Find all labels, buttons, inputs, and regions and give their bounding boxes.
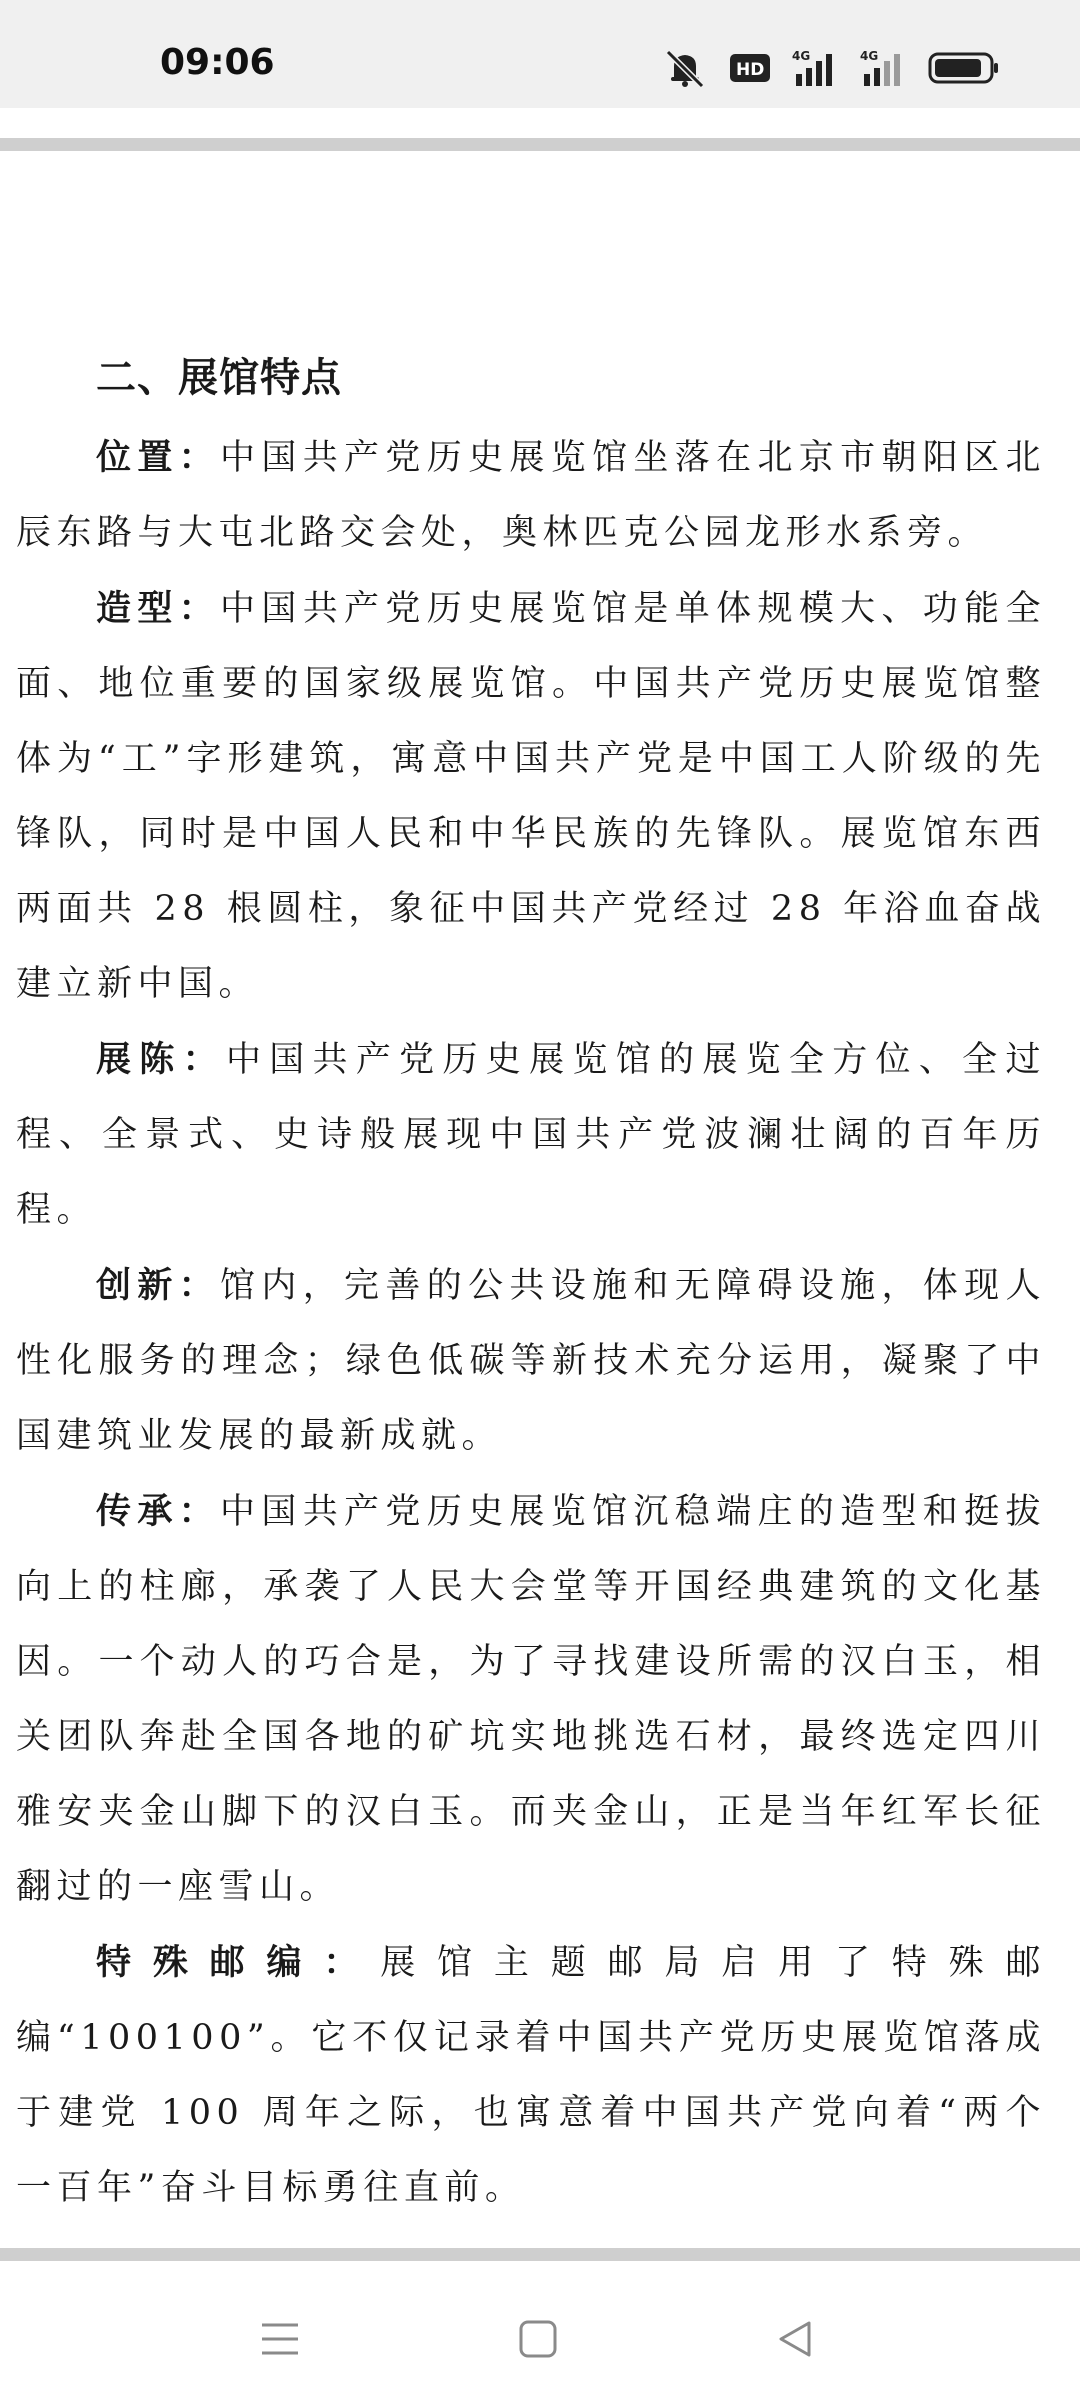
paragraph-term: 特殊邮编：	[96, 1942, 381, 1983]
document-page[interactable]	[0, 151, 1080, 2248]
document-body	[16, 420, 1046, 2226]
paragraph-term: 传承：	[96, 1491, 221, 1532]
battery-icon	[928, 51, 1000, 85]
document-bottom-border	[0, 2248, 1080, 2261]
menu-icon	[260, 2321, 300, 2361]
paragraph-text: 馆内，完善的公共设施和无障碍设施，体现人性化服务的理念；绿色低碳等新技术充分运用，凝聚了中国建筑业发展的最新成就。	[16, 1266, 1046, 1456]
status-icons	[662, 46, 1000, 90]
signal-4g-icon	[792, 48, 838, 88]
navigation-bar	[0, 2261, 1080, 2400]
paragraph-text: 展馆主题邮局启用了特殊邮编“100100”。它不仅记录着中国共产党历史展览馆落成于建党 100 周年之际，也寓意着中国共产党向着“两个一百年”奋斗目标勇往直前。	[16, 1943, 1046, 2208]
home-icon	[518, 2319, 558, 2363]
paragraph-text: 中国共产党历史展览馆是单体规模大、功能全面、地位重要的国家级展览馆。中国共产党历史展览馆整体为“工”字形建筑，寓意中国共产党是中国工人阶级的先锋队，同时是中国人民和中华民族的先锋队。展览馆东西两面共 28 根圆柱，象征中国共产党经过 28 年浴血奋战建立新中国。	[16, 589, 1046, 1004]
menu-button[interactable]	[250, 2311, 310, 2371]
paragraph-text: 中国共产党历史展览馆沉稳端庄的造型和挺拔向上的柱廊，承袭了人民大会堂等开国经典建筑的文化基因。一个动人的巧合是，为了寻找建设所需的汉白玉，相关团队奔赴全国各地的矿坑实地挑选石材，最终选定四川雅安夹金山脚下的汉白玉。而夹金山，正是当年红军长征翻过的一座雪山。	[16, 1492, 1046, 1907]
paragraph-term: 展陈：	[96, 1039, 226, 1080]
paragraph-shape	[16, 571, 1046, 1022]
hd-icon	[730, 52, 770, 84]
status-bar	[0, 0, 1080, 108]
paragraph-location	[16, 420, 1046, 571]
hd-label: HD	[736, 60, 765, 80]
mute-bell-icon	[662, 48, 708, 88]
paragraph-term: 位置：	[96, 437, 221, 478]
network-label: 4G	[860, 49, 879, 63]
back-button[interactable]	[765, 2311, 825, 2371]
network-label: 4G	[792, 49, 811, 63]
paragraph-term: 创新：	[96, 1265, 221, 1306]
section-heading: 二、展馆特点	[96, 354, 342, 401]
paragraph-heritage	[16, 1474, 1046, 1925]
document-top-border	[0, 138, 1080, 151]
paragraph-postcode	[16, 1925, 1046, 2226]
paragraph-term: 造型：	[96, 588, 221, 629]
paragraph-text: 中国共产党历史展览馆的展览全方位、全过程、全景式、史诗般展现中国共产党波澜壮阔的百年历程。	[16, 1040, 1046, 1230]
signal-4g-icon	[860, 48, 906, 88]
paragraph-innovation	[16, 1248, 1046, 1474]
back-icon	[775, 2319, 815, 2363]
status-time: 09:06	[160, 42, 275, 83]
paragraph-exhibition	[16, 1022, 1046, 1248]
paragraph-text: 中国共产党历史展览馆坐落在北京市朝阳区北辰东路与大屯北路交会处，奥林匹克公园龙形水系旁。	[16, 438, 1046, 553]
home-button[interactable]	[508, 2311, 568, 2371]
